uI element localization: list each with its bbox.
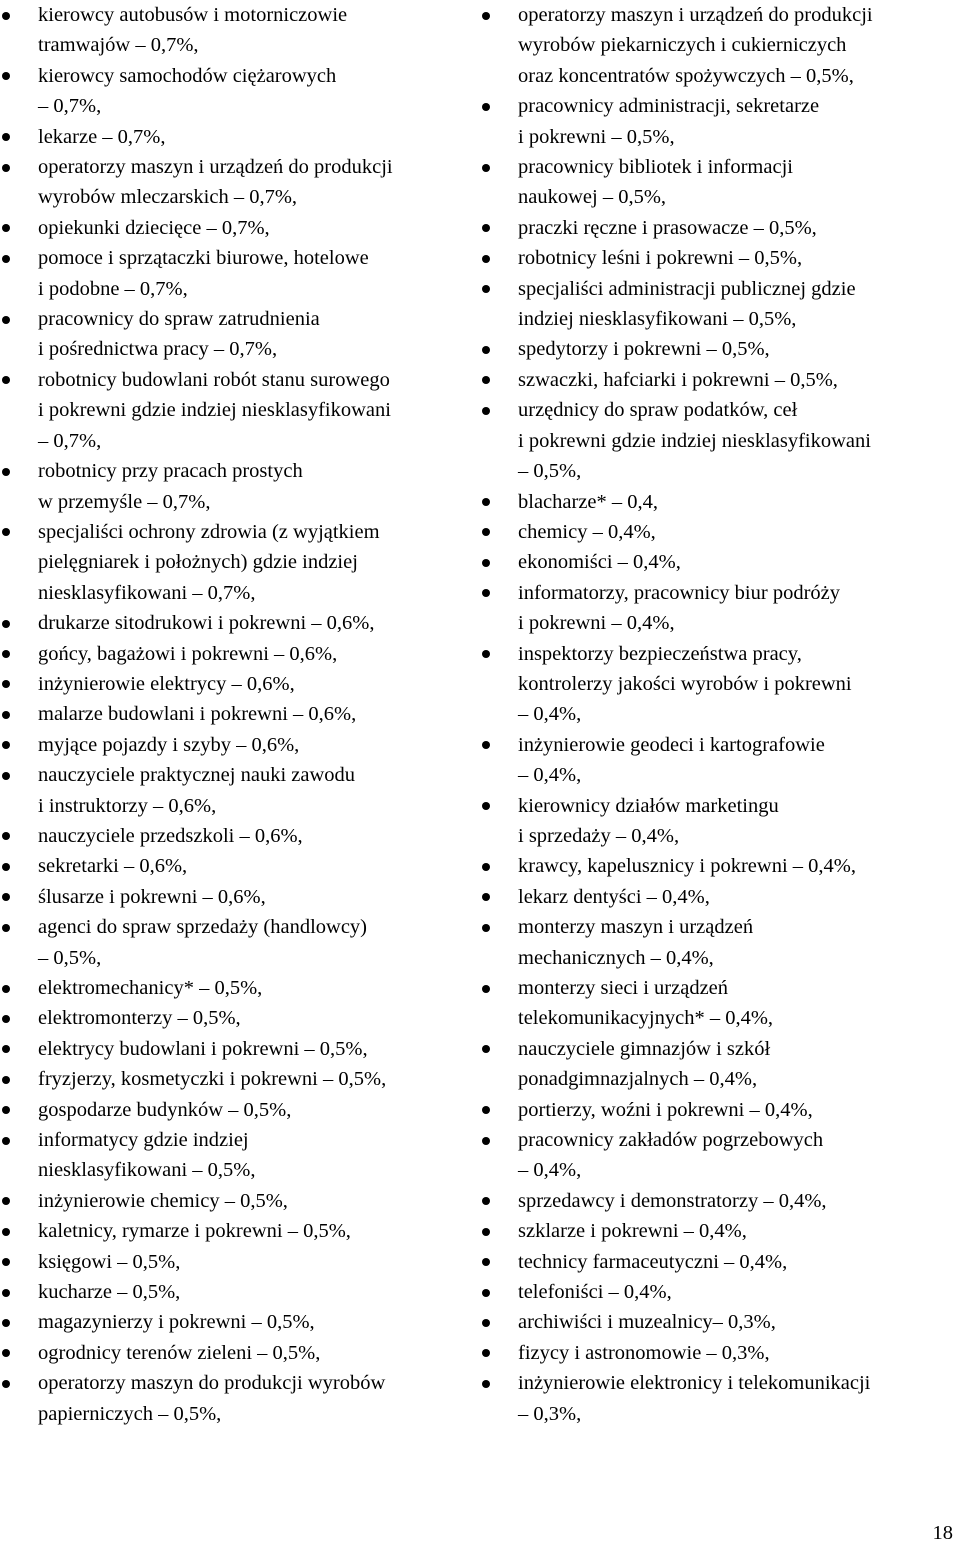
list-item [0, 608, 478, 638]
list-item [480, 639, 960, 730]
list-item [0, 1064, 478, 1094]
bullet-icon [482, 1045, 490, 1053]
bullet-icon [2, 133, 10, 141]
list-item [0, 1247, 478, 1277]
bullet-icon [2, 1258, 10, 1266]
list-item-line: kierownicy działów marketingu [518, 794, 779, 817]
list-item-line: monterzy maszyn i urządzeń [518, 916, 754, 939]
bullet-icon [2, 772, 10, 780]
list-item-line: operatorzy maszyn i urządzeń do produkcji [518, 4, 873, 26]
list-item [0, 1216, 478, 1246]
list-item [0, 1003, 478, 1033]
list-item-line: portierzy, woźni i pokrewni – 0,4%, [518, 1098, 813, 1121]
list-item-line: szwaczki, hafciarki i pokrewni – 0,5%, [518, 368, 838, 391]
bullet-icon [482, 1349, 490, 1357]
list-item-line: robotnicy budowlani robót stanu surowego [38, 368, 390, 391]
list-item-line: i instruktorzy – 0,6%, [38, 794, 217, 817]
list-item [480, 912, 960, 973]
list-item-line: specjaliści ochrony zdrowia (z wyjątkiem [38, 520, 380, 543]
list-item [480, 91, 960, 152]
bullet-icon [482, 741, 490, 749]
list-item-line: i pokrewni gdzie indziej niesklasyfikowani [38, 399, 391, 422]
list-item-line: fizycy i astronomowie – 0,3%, [518, 1341, 770, 1364]
list-item-line: – 0,4%, [518, 703, 582, 726]
list-item [0, 1095, 478, 1125]
bullet-icon [2, 650, 10, 658]
list-item [480, 152, 960, 213]
list-item [480, 1186, 960, 1216]
list-item-line: monterzy sieci i urządzeń [518, 977, 729, 999]
bullet-icon [2, 316, 10, 324]
list-item-line: kaletnicy, rymarze i pokrewni – 0,5%, [38, 1220, 351, 1243]
list-item-line: spedytorzy i pokrewni – 0,5%, [518, 338, 770, 361]
list-item-line: technicy farmaceutyczni – 0,4%, [518, 1250, 788, 1273]
list-item [480, 365, 960, 395]
bullet-icon [482, 285, 490, 293]
list-item-line: – 0,5%, [518, 460, 582, 483]
list-item-line: robotnicy przy pracach prostych [38, 460, 303, 483]
bullet-icon [2, 528, 10, 536]
list-item-line: i pokrewni – 0,4%, [518, 612, 675, 635]
list-item-line: indziej niesklasyfikowani – 0,5%, [518, 308, 797, 331]
list-item-line: – 0,7%, [38, 429, 102, 452]
list-item-line: informatycy gdzie indziej [38, 1129, 249, 1152]
list-item [480, 578, 960, 639]
list-item [480, 730, 960, 791]
bullet-icon [482, 924, 490, 932]
list-item-line: kierowcy autobusów i motorniczowie [38, 4, 348, 26]
list-item [0, 1186, 478, 1216]
right-column-list [480, 0, 960, 1429]
bullet-icon [2, 741, 10, 749]
bullet-icon [2, 72, 10, 80]
list-item-line: mechanicznych – 0,4%, [518, 946, 714, 969]
list-item-line: – 0,3%, [518, 1402, 582, 1425]
bullet-icon [2, 924, 10, 932]
list-item [480, 1216, 960, 1246]
bullet-icon [482, 1319, 490, 1327]
bullet-icon [2, 1289, 10, 1297]
bullet-icon [2, 985, 10, 993]
list-item [0, 912, 478, 973]
list-item-line: lekarze – 0,7%, [38, 125, 166, 148]
list-item [0, 61, 478, 122]
bullet-icon [482, 255, 490, 263]
list-item-line: oraz koncentratów spożywczych – 0,5%, [518, 64, 854, 87]
list-item-line: inżynierowie elektronicy i telekomunikacji [518, 1372, 871, 1395]
list-item-line: inżynierowie elektrycy – 0,6%, [38, 672, 295, 695]
list-item [0, 1338, 478, 1368]
list-item-line: magazynierzy i pokrewni – 0,5%, [38, 1311, 315, 1334]
list-item-line: inspektorzy bezpieczeństwa pracy, [518, 642, 802, 665]
list-item-line: – 0,4%, [518, 764, 582, 787]
bullet-icon [482, 650, 490, 658]
bullet-icon [482, 1137, 490, 1145]
list-item-line: naukowej – 0,5%, [518, 186, 667, 209]
list-item-line: sekretarki – 0,6%, [38, 855, 188, 878]
bullet-icon [2, 1137, 10, 1145]
bullet-icon [2, 1349, 10, 1357]
bullet-icon [482, 559, 490, 567]
list-item-line: nauczyciele przedszkoli – 0,6%, [38, 824, 303, 847]
list-item-line: i podobne – 0,7%, [38, 277, 188, 300]
bullet-icon [482, 528, 490, 536]
list-item [480, 334, 960, 364]
list-item [0, 882, 478, 912]
list-item [0, 699, 478, 729]
list-item-line: praczki ręczne i prasowacze – 0,5%, [518, 216, 817, 239]
list-item-line: telekomunikacyjnych* – 0,4%, [518, 1007, 774, 1030]
bullet-icon [482, 346, 490, 354]
list-item-line: papierniczych – 0,5%, [38, 1402, 222, 1425]
list-item [0, 0, 478, 61]
list-item-line: niesklasyfikowani – 0,7%, [38, 581, 256, 604]
list-item-line: kontrolerzy jakości wyrobów i pokrewni [518, 672, 852, 695]
list-item [0, 760, 478, 821]
list-item [0, 1034, 478, 1064]
bullet-icon [2, 832, 10, 840]
list-item [480, 213, 960, 243]
bullet-icon [482, 103, 490, 111]
bullet-icon [482, 863, 490, 871]
list-item-line: krawcy, kapelusznicy i pokrewni – 0,4%, [518, 855, 856, 878]
list-item-line: pielęgniarek i położnych) gdzie indziej [38, 551, 358, 574]
list-item-line: i pośrednictwa pracy – 0,7%, [38, 338, 278, 361]
list-item [0, 122, 478, 152]
list-item-line: ekonomiści – 0,4%, [518, 551, 681, 574]
list-item-line: urzędnicy do spraw podatków, ceł [518, 399, 798, 422]
list-item-line: chemicy – 0,4%, [518, 520, 656, 543]
bullet-icon [482, 1289, 490, 1297]
list-item-line: specjaliści administracji publicznej gdzie [518, 277, 856, 300]
list-item [0, 213, 478, 243]
bullet-icon [482, 1197, 490, 1205]
list-item-line: operatorzy maszyn i urządzeń do produkcji [38, 156, 393, 179]
list-item [480, 1247, 960, 1277]
bullet-icon [2, 224, 10, 232]
list-item-line: gońcy, bagażowi i pokrewni – 0,6%, [38, 642, 338, 665]
list-item-line: operatorzy maszyn do produkcji wyrobów [38, 1372, 386, 1395]
list-item-line: myjące pojazdy i szyby – 0,6%, [38, 733, 300, 756]
list-item-line: wyrobów mleczarskich – 0,7%, [38, 186, 298, 209]
bullet-icon [2, 1015, 10, 1023]
list-item [480, 243, 960, 273]
bullet-icon [482, 1258, 490, 1266]
list-item-line: agenci do spraw sprzedaży (handlowcy) [38, 916, 368, 939]
list-item-line: gospodarze budynków – 0,5%, [38, 1098, 292, 1121]
list-item-line: szklarze i pokrewni – 0,4%, [518, 1220, 747, 1243]
bullet-icon [2, 1076, 10, 1084]
list-item-line: elektromechanicy* – 0,5%, [38, 977, 263, 999]
bullet-icon [482, 407, 490, 415]
list-item-line: nauczyciele gimnazjów i szkół [518, 1037, 771, 1060]
bullet-icon [482, 589, 490, 597]
list-item-line: fryzjerzy, kosmetyczki i pokrewni – 0,5%, [38, 1068, 387, 1091]
list-item-line: drukarze sitodrukowi i pokrewni – 0,6%, [38, 612, 375, 635]
bullet-icon [2, 680, 10, 688]
list-item [0, 456, 478, 517]
list-item-line: pracownicy bibliotek i informacji [518, 156, 793, 179]
list-item [0, 517, 478, 608]
list-item-line: elektrycy budowlani i pokrewni – 0,5%, [38, 1037, 368, 1060]
bullet-icon [482, 376, 490, 384]
list-item [480, 547, 960, 577]
list-item-line: malarze budowlani i pokrewni – 0,6%, [38, 703, 357, 726]
list-item-line: telefoniści – 0,4%, [518, 1281, 672, 1304]
list-item-line: ogrodnicy terenów zieleni – 0,5%, [38, 1341, 321, 1364]
bullet-icon [2, 620, 10, 628]
list-item [0, 639, 478, 669]
list-item-line: pracownicy zakładów pogrzebowych [518, 1129, 824, 1152]
list-item [480, 1338, 960, 1368]
bullet-icon [2, 12, 10, 20]
bullet-icon [482, 1106, 490, 1114]
list-item [0, 851, 478, 881]
list-item [480, 882, 960, 912]
bullet-icon [2, 255, 10, 263]
list-item-line: lekarz dentyści – 0,4%, [518, 885, 710, 908]
list-item-line: i sprzedaży – 0,4%, [518, 824, 680, 847]
list-item [480, 791, 960, 852]
bullet-icon [2, 893, 10, 901]
bullet-icon [482, 802, 490, 810]
list-item [0, 821, 478, 851]
list-item-line: i pokrewni – 0,5%, [518, 125, 675, 148]
list-item-line: – 0,7%, [38, 95, 102, 118]
bullet-icon [482, 985, 490, 993]
bullet-icon [2, 1228, 10, 1236]
list-item [480, 1125, 960, 1186]
list-item [0, 304, 478, 365]
list-item-line: sprzedawcy i demonstratorzy – 0,4%, [518, 1189, 827, 1212]
list-item-line: i pokrewni gdzie indziej niesklasyfikowani [518, 429, 871, 452]
left-column-list [0, 0, 478, 1429]
list-item-line: wyrobów piekarniczych i cukierniczych [518, 34, 847, 57]
list-item [0, 243, 478, 304]
list-item-line: kucharze – 0,5%, [38, 1281, 181, 1304]
list-item [0, 730, 478, 760]
list-item [0, 365, 478, 456]
list-item-line: nauczyciele praktycznej nauki zawodu [38, 764, 356, 787]
bullet-icon [482, 224, 490, 232]
list-item-line: – 0,5%, [38, 946, 102, 969]
list-item [0, 973, 478, 1003]
list-item [480, 517, 960, 547]
list-item [480, 487, 960, 517]
list-item-line: inżynierowie geodeci i kartografowie [518, 733, 825, 756]
bullet-icon [2, 1380, 10, 1388]
list-item [480, 0, 960, 91]
list-item-line: robotnicy leśni i pokrewni – 0,5%, [518, 247, 803, 270]
list-item [0, 1368, 478, 1429]
bullet-icon [482, 893, 490, 901]
bullet-icon [2, 1197, 10, 1205]
list-item [480, 1307, 960, 1337]
list-item-line: pracownicy administracji, sekretarze [518, 95, 820, 118]
list-item [0, 1125, 478, 1186]
bullet-icon [2, 711, 10, 719]
list-item [0, 669, 478, 699]
list-item [480, 1368, 960, 1429]
list-item-line: elektromonterzy – 0,5%, [38, 1007, 241, 1030]
bullet-icon [2, 468, 10, 476]
bullet-icon [2, 376, 10, 384]
list-item-line: blacharze* – 0,4, [518, 490, 659, 513]
list-item [480, 274, 960, 335]
list-item [480, 1034, 960, 1095]
list-item [480, 1277, 960, 1307]
list-item [480, 395, 960, 486]
list-item-line: opiekunki dziecięce – 0,7%, [38, 216, 270, 239]
list-item-line: pracownicy do spraw zatrudnienia [38, 308, 320, 331]
list-item-line: pomoce i sprzątaczki biurowe, hotelowe [38, 247, 369, 270]
bullet-icon [2, 863, 10, 871]
list-item-line: informatorzy, pracownicy biur podróży [518, 581, 841, 604]
list-item [0, 152, 478, 213]
list-item-line: archiwiści i muzealnicy– 0,3%, [518, 1311, 776, 1334]
list-item-line: niesklasyfikowani – 0,5%, [38, 1159, 256, 1182]
bullet-icon [482, 1380, 490, 1388]
bullet-icon [2, 1106, 10, 1114]
bullet-icon [482, 12, 490, 20]
list-item [0, 1277, 478, 1307]
list-item-line: – 0,4%, [518, 1159, 582, 1182]
bullet-icon [482, 164, 490, 172]
list-item [0, 1307, 478, 1337]
bullet-icon [482, 1228, 490, 1236]
list-item-line: kierowcy samochodów ciężarowych [38, 64, 337, 87]
bullet-icon [482, 498, 490, 506]
list-item-line: tramwajów – 0,7%, [38, 34, 199, 57]
list-item [480, 851, 960, 881]
bullet-icon [2, 164, 10, 172]
list-item [480, 973, 960, 1034]
list-item-line: ślusarze i pokrewni – 0,6%, [38, 885, 266, 908]
bullet-icon [2, 1045, 10, 1053]
page-number: 18 [932, 1522, 953, 1544]
bullet-icon [2, 1319, 10, 1327]
list-item-line: w przemyśle – 0,7%, [38, 490, 211, 513]
list-item-line: inżynierowie chemicy – 0,5%, [38, 1189, 288, 1212]
list-item-line: księgowi – 0,5%, [38, 1250, 181, 1273]
list-item [480, 1095, 960, 1125]
list-item-line: ponadgimnazjalnych – 0,4%, [518, 1068, 758, 1091]
